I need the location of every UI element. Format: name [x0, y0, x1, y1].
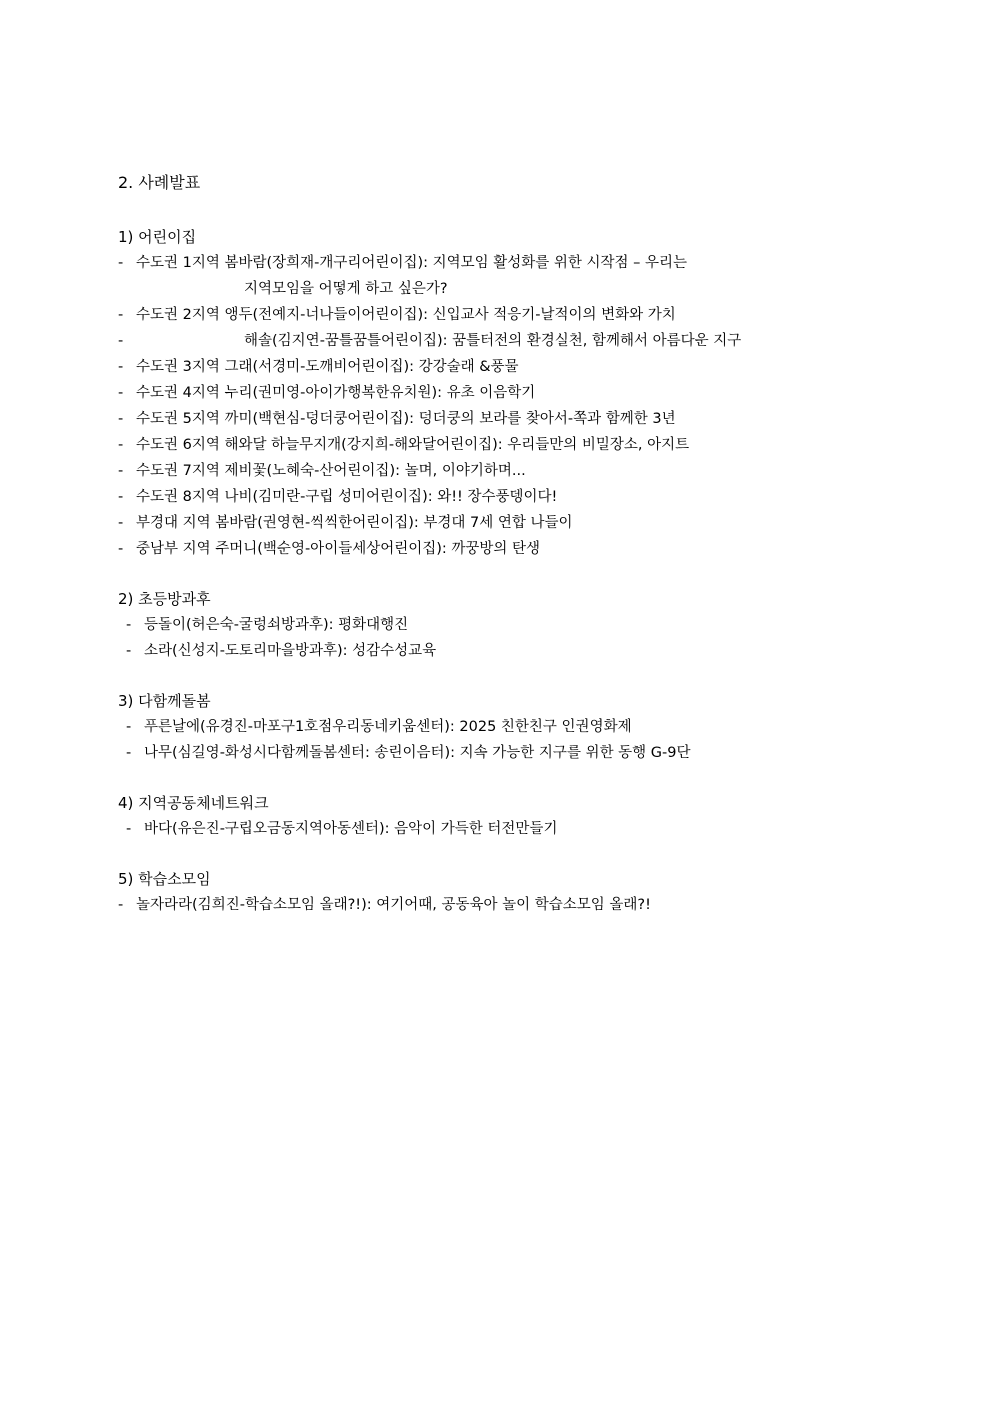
list-item-text: 수도권 6지역 해와달 하늘무지개(강지희-해와달어린이집): 우리들만의 비밀장소, 아지트	[136, 437, 690, 453]
list-item-text: 바다(유은진-구립오금동지역아동센터): 음악이 가득한 터전만들기	[144, 821, 558, 837]
list-item	[118, 458, 878, 484]
list-item-text: 해솔(김지연-꿈틀꿈틀어린이집): 꿈틀터전의 환경실천, 함께해서 아름다운 지구	[244, 333, 742, 349]
list-item	[118, 536, 878, 562]
subsection-title-daycare: 1) 어린이집	[118, 228, 197, 246]
subsection-title-after-school: 2) 초등방과후	[118, 590, 211, 608]
section-care-together	[118, 688, 878, 766]
bullet-dash: -	[118, 463, 124, 479]
bullet-dash: -	[118, 255, 124, 271]
list-item-text: 수도권 4지역 누리(권미영-아이가행복한유치원): 유초 이음학기	[136, 385, 536, 401]
bullet-dash: -	[118, 515, 124, 531]
list-item-text: 푸른날에(유경진-마포구1호점우리동네키움센터): 2025 친한친구 인권영화제	[144, 719, 632, 735]
list-item-text: 중남부 지역 주머니(백순영-아이들세상어린이집): 까꿍방의 탄생	[136, 541, 541, 557]
bullet-dash: -	[118, 541, 124, 557]
bullet-dash: -	[126, 745, 132, 761]
list-item	[118, 816, 878, 842]
list-item-text: 수도권 7지역 제비꽃(노혜숙-산어린이집): 놀며, 이야기하며...	[136, 463, 526, 479]
list-item-text: 부경대 지역 봄바람(권영현-씩씩한어린이집): 부경대 7세 연합 나들이	[136, 515, 573, 531]
list-item-text: 등돌이(허은숙-굴렁쇠방과후): 평화대행진	[144, 617, 409, 633]
list-item	[118, 380, 878, 406]
list-item	[118, 714, 878, 740]
list-item	[118, 484, 878, 510]
section-after-school	[118, 586, 878, 664]
document-content	[118, 170, 878, 918]
list-item-text: 수도권 3지역 그래(서경미-도깨비어린이집): 강강술래 &풍물	[136, 359, 519, 375]
bullet-dash: -	[118, 333, 124, 349]
bullet-dash: -	[126, 617, 132, 633]
list-item	[118, 250, 878, 276]
section-community-network	[118, 790, 878, 842]
list-item	[118, 510, 878, 536]
section-study-group	[118, 866, 878, 918]
list-item-text: 나무(심길영-화성시다함께돌봄센터: 송린이음터): 지속 가능한 지구를 위한 동행 G-9단	[144, 745, 691, 761]
section-heading: 2. 사례발표	[118, 173, 201, 192]
bullet-dash: -	[126, 821, 132, 837]
list-item-text: 수도권 2지역 앵두(전예지-너나들이어린이집): 신입교사 적응기-날적이의 변화와 가치	[136, 307, 676, 323]
subsection-title-community-network: 4) 지역공동체네트워크	[118, 794, 269, 812]
bullet-dash: -	[118, 897, 124, 913]
bullet-dash: -	[118, 411, 124, 427]
subsection-title-study-group: 5) 학습소모임	[118, 870, 211, 888]
list-item	[118, 328, 878, 354]
list-item-text: 수도권 8지역 나비(김미란-구립 성미어린이집): 와!! 장수풍뎅이다!	[136, 489, 558, 505]
list-item	[118, 432, 878, 458]
list-item	[118, 406, 878, 432]
list-item	[118, 302, 878, 328]
list-item-text: 놀자라라(김희진-학습소모임 올래?!): 여기어때, 공동육아 놀이 학습소모임 올래?!	[136, 897, 651, 913]
bullet-dash: -	[118, 385, 124, 401]
bullet-dash: -	[118, 437, 124, 453]
bullet-dash: -	[126, 719, 132, 735]
list-item	[118, 612, 878, 638]
list-item	[118, 638, 878, 664]
bullet-dash: -	[126, 643, 132, 659]
bullet-dash: -	[118, 359, 124, 375]
list-item	[118, 740, 878, 766]
list-item-continuation	[118, 276, 878, 302]
bullet-dash: -	[118, 307, 124, 323]
list-item	[118, 892, 878, 918]
list-item	[118, 354, 878, 380]
bullet-dash: -	[118, 489, 124, 505]
subsection-title-care-together: 3) 다함께돌봄	[118, 692, 211, 710]
list-item-text: 수도권 1지역 봄바람(장희재-개구리어린이집): 지역모임 활성화를 위한 시작점 – 우리는	[136, 255, 688, 271]
section-daycare	[118, 224, 878, 562]
list-item-text: 소라(신성지-도토리마을방과후): 성감수성교육	[144, 643, 437, 659]
list-item-text: 수도권 5지역 까미(백현심-덩더쿵어린이집): 덩더쿵의 보라를 찾아서-쪽과 함께한 3년	[136, 411, 676, 427]
bullet-dash	[118, 276, 136, 302]
list-item-text: 지역모임을 어떻게 하고 싶은가?	[244, 281, 448, 297]
